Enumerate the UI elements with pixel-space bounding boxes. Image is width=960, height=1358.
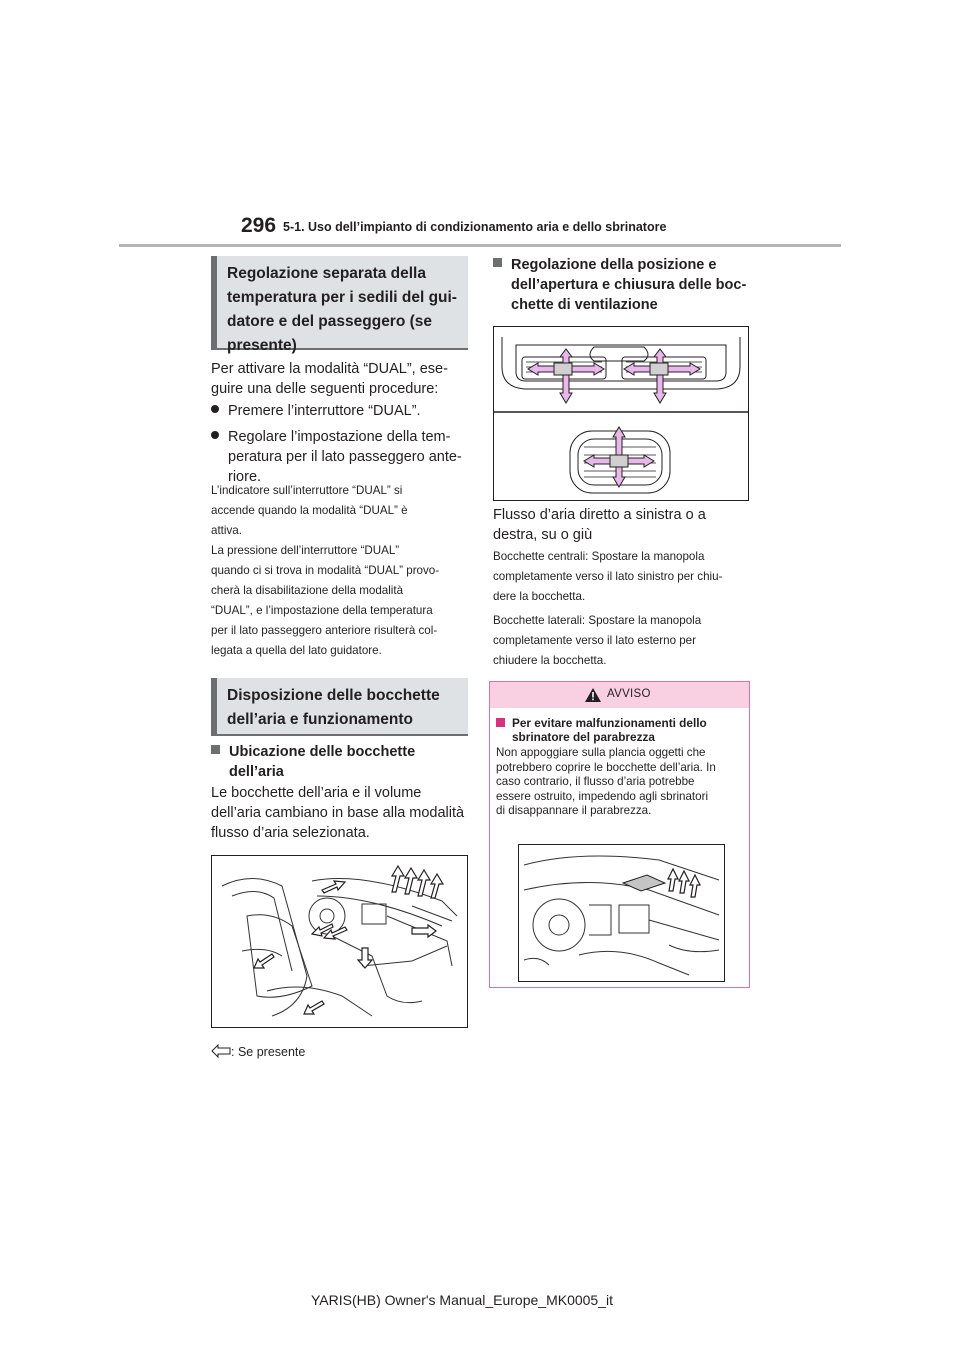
header-rule bbox=[119, 244, 841, 247]
note-line: per il lato passeggero anteriore risulterà col- bbox=[211, 624, 438, 637]
bullet-text: riore. bbox=[228, 469, 262, 485]
section-title-line: datore e del passeggero (se bbox=[227, 313, 433, 330]
note-line: completamente verso il lato sinistro per chiu- bbox=[493, 570, 723, 583]
legend-text: : Se presente bbox=[231, 1045, 306, 1059]
subheading-text: dell’aria bbox=[229, 764, 284, 780]
warning-subheading-line: Per evitare malfunzionamenti dello bbox=[512, 716, 707, 730]
airflow-caption bbox=[493, 505, 755, 545]
bullet-text: peratura per il lato passeggero ante- bbox=[228, 449, 462, 465]
optional-vent-arrow-icon bbox=[211, 1044, 231, 1058]
dashboard-drawing bbox=[519, 845, 724, 981]
warning-text-line: di disappannare il parabrezza. bbox=[496, 804, 652, 817]
note-line: cherà la disabilitazione della modalità bbox=[211, 584, 404, 597]
page-number: 296 bbox=[241, 214, 277, 237]
cabin-vents-illustration bbox=[211, 855, 468, 1028]
note-line: quando ci si trova in modalità “DUAL” provo- bbox=[211, 564, 440, 577]
note-line: dere la bocchetta. bbox=[493, 590, 586, 603]
warning-text-line: Non appoggiare sulla plancia oggetti che bbox=[496, 746, 706, 759]
warning-box bbox=[489, 681, 750, 988]
note-line: completamente verso il lato esterno per bbox=[493, 634, 696, 647]
section-title-line: Disposizione delle bocchette bbox=[227, 687, 440, 704]
intro-line: Per attivare la modalità “DUAL”, ese- bbox=[211, 361, 448, 377]
paragraph-line: Le bocchette dell’aria e il volume bbox=[211, 785, 422, 801]
bullet-text: Regolare l’impostazione della tem- bbox=[228, 429, 451, 445]
warning-header bbox=[490, 682, 749, 708]
bullet-icon bbox=[211, 431, 219, 439]
footer bbox=[0, 1292, 960, 1308]
note-line: accende quando la modalità “DUAL” è bbox=[211, 504, 408, 517]
section-title-dual bbox=[211, 256, 468, 354]
caption-line: destra, su o giù bbox=[493, 527, 593, 543]
note-line: “DUAL”, e l’impostazione della temperatura bbox=[211, 604, 433, 617]
warning-title: AVVISO bbox=[607, 688, 651, 700]
intro-paragraph bbox=[211, 359, 471, 399]
note-line: legata a quella del lato guidatore. bbox=[211, 644, 382, 657]
section-title-line: Regolazione separata della bbox=[227, 265, 426, 282]
warning-subheading bbox=[496, 716, 736, 744]
square-bullet-icon bbox=[211, 745, 220, 754]
note-dual-indicator bbox=[211, 481, 473, 541]
warning-text-line: caso contrario, il flusso d’aria potrebbe bbox=[496, 775, 695, 788]
chapter-title: 5-1. Uso dell’impianto di condizionamento aria e dello sbrinatore bbox=[283, 220, 667, 234]
warning-text bbox=[496, 746, 740, 819]
subheading-text: chette di ventilazione bbox=[511, 297, 658, 313]
warning-triangle-icon bbox=[584, 687, 602, 703]
paragraph-line: flusso d’aria selezionata. bbox=[211, 825, 370, 841]
section-title-line: dell’aria e funzionamento bbox=[227, 711, 414, 728]
warning-text-line: potrebbero coprire le bocchette dell’aria. In bbox=[496, 760, 716, 774]
section-title-vents bbox=[211, 678, 468, 736]
subheading-text: Regolazione della posizione e bbox=[511, 257, 717, 273]
legend bbox=[211, 1043, 305, 1061]
note-line: La pressione dell’interruttore “DUAL” bbox=[211, 544, 400, 557]
note-line: chiudere la bocchetta. bbox=[493, 654, 607, 667]
note-line: Bocchette centrali: Spostare la manopola bbox=[493, 550, 705, 563]
side-vents-note bbox=[493, 611, 755, 671]
dashboard-object-illustration bbox=[518, 844, 725, 982]
warning-text-line: essere ostruito, impedendo agli sbrinatori bbox=[496, 789, 709, 803]
paragraph-line: dell’aria cambiano in base alla modalità bbox=[211, 805, 465, 821]
subheading-vent-location bbox=[211, 742, 471, 782]
bullet-item-1 bbox=[211, 401, 471, 421]
footer-text: YARIS(HB) Owner's Manual_Europe_MK0005_it bbox=[311, 1292, 613, 1308]
square-bullet-icon bbox=[496, 718, 505, 727]
note-line: L’indicatore sull’interruttore “DUAL” si bbox=[211, 484, 403, 497]
cabin-drawing bbox=[212, 856, 467, 1027]
vent-adjust-drawing bbox=[494, 327, 748, 500]
subheading-text: Ubicazione delle bocchette bbox=[229, 744, 416, 760]
subheading-vent-adjust bbox=[493, 255, 755, 315]
square-bullet-icon bbox=[493, 258, 502, 267]
note-line: Bocchette laterali: Spostare la manopola bbox=[493, 614, 702, 627]
note-line: attiva. bbox=[211, 524, 242, 537]
caption-line: Flusso d’aria diretto a sinistra o a bbox=[493, 507, 706, 523]
section-title-line: temperatura per i sedili del gui- bbox=[227, 289, 457, 306]
section-title-line: presente) bbox=[227, 337, 297, 354]
subheading-text: dell’apertura e chiusura delle boc- bbox=[511, 277, 747, 293]
warning-subheading-line: sbrinatore del parabrezza bbox=[512, 730, 655, 744]
note-dual-disable bbox=[211, 541, 473, 661]
center-vents-note bbox=[493, 547, 755, 607]
vent-paragraph bbox=[211, 783, 473, 843]
vent-adjust-illustration bbox=[493, 326, 749, 501]
bullet-icon bbox=[211, 405, 219, 413]
intro-line: guire una delle seguenti procedure: bbox=[211, 381, 439, 397]
bullet-text: Premere l’interruttore “DUAL”. bbox=[228, 403, 421, 419]
bullet-item-2 bbox=[211, 427, 471, 487]
